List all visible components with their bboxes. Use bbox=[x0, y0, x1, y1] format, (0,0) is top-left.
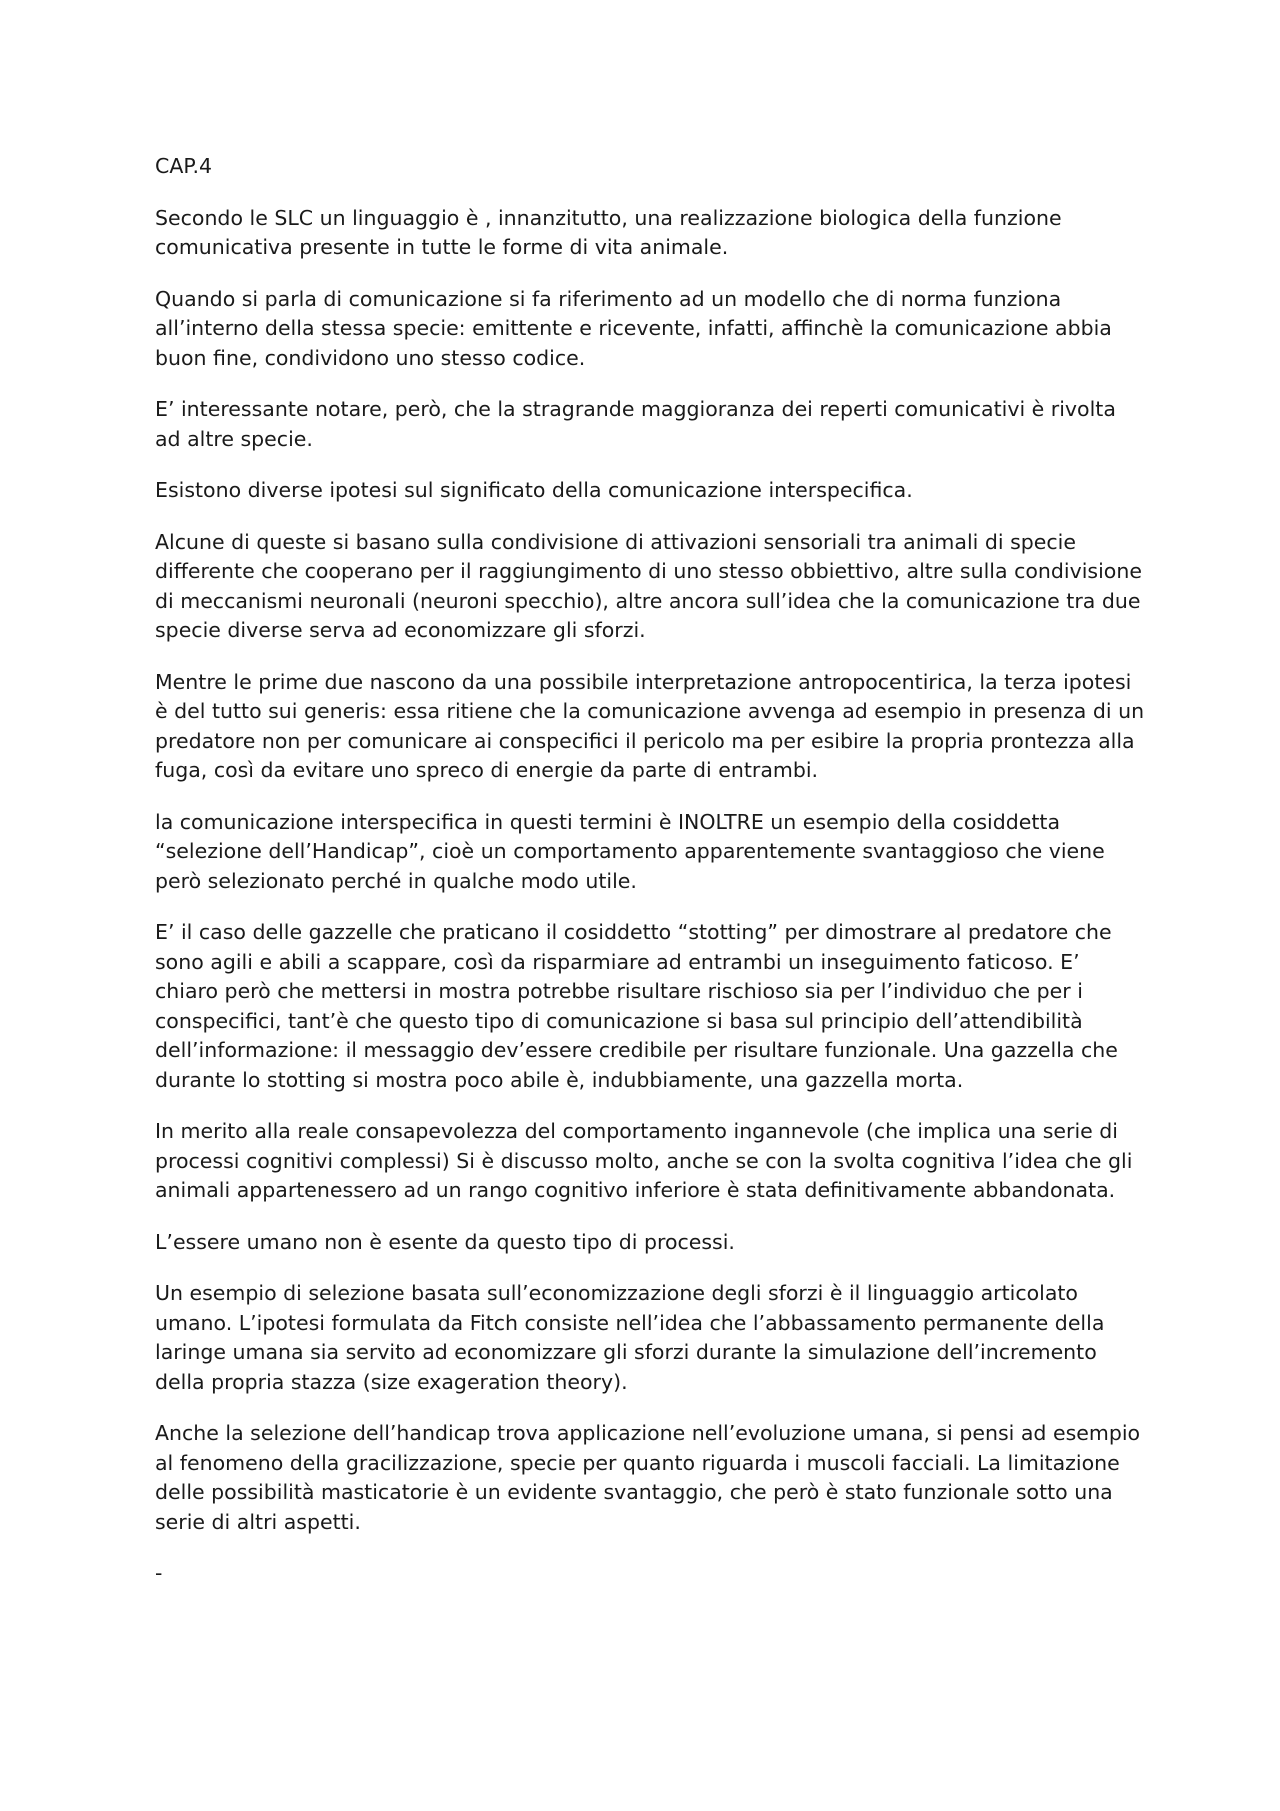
paragraph-2: Quando si parla di comunicazione si fa riferimento ad un modello che di norma funziona all’interno della stessa specie: emittente e ricevente, infatti, affinchè la comunicazione abbia buon fine, condividono uno stesso codice. bbox=[155, 286, 1112, 370]
paragraph-8: E’ il caso delle gazzelle che praticano il cosiddetto “stotting” per dimostrare al predatore che sono agili e abili a scappare, così da risparmiare ad entrambi un inseguimento faticoso. E’ chiaro però che mettersi in mostra potrebbe risultare rischioso sia per l’individuo che per i conspecifici, tant’è che questo tipo di comunicazione si basa sul principio dell’attendibilità dell’informazione: il messaggio dev’essere credibile per risultare funzionale. Una gazzella che durante lo stotting si mostra poco abile è, indubbiamente, una gazzella morta. bbox=[155, 920, 1118, 1092]
paragraph-11: Un esempio di selezione basata sull’economizzazione degli sforzi è il linguaggio articolato umano. L’ipotesi formulata da Fitch consiste nell’idea che l’abbassamento permanente della laringe umana sia servito ad economizzare gli sforzi durante la simulazione dell’incremento della propria stazza (size exageration theory). bbox=[155, 1281, 1105, 1394]
paragraph-10: L’essere umano non è esente da questo tipo di processi. bbox=[155, 1229, 735, 1254]
document-body bbox=[155, 152, 1145, 1589]
trailing-dash: - bbox=[155, 1561, 163, 1585]
paragraph-9: In merito alla reale consapevolezza del comportamento ingannevole (che implica una serie di processi cognitivi complessi) Si è discusso molto, anche se con la svolta cognitiva l’idea che gli animali appartenessero ad un rango cognitivo inferiore è stata definitivamente abbandonata. bbox=[155, 1119, 1133, 1202]
paragraph-12: Anche la selezione dell’handicap trova applicazione nell’evoluzione umana, si pensi ad esempio al fenomeno della gracilizzazione, specie per quanto riguarda i muscoli facciali. La limitazione delle possibilità masticatorie è un evidente svantaggio, che però è stato funzionale sotto una serie di altri aspetti. bbox=[155, 1421, 1141, 1534]
paragraph-6: Mentre le prime due nascono da una possibile interpretazione antropocentirica, la terza ipotesi è del tutto sui generis: essa ritiene che la comunicazione avvenga ad esempio in presenza di un predatore non per comunicare ai conspecifici il pericolo ma per esibire la propria prontezza alla fuga, così da evitare uno spreco di energie da parte di entrambi. bbox=[155, 669, 1145, 782]
paragraph-4: Esistono diverse ipotesi sul significato della comunicazione interspecifica. bbox=[155, 478, 913, 502]
paragraph-7: la comunicazione interspecifica in questi termini è INOLTRE un esempio della cosiddetta “selezione dell’Handicap”, cioè un comportamento apparentemente svantaggioso che viene però selezionato perché in qualche modo utile. bbox=[155, 809, 1105, 893]
paragraph-3: E’ interessante notare, però, che la stragrande maggioranza dei reperti comunicativi è rivolta ad altre specie. bbox=[155, 397, 1116, 451]
paragraph-1: Secondo le SLC un linguaggio è , innanzitutto, una realizzazione biologica della funzione comunicativa presente in tutte le forme di vita animale. bbox=[155, 205, 1062, 259]
paragraph-5: Alcune di queste si basano sulla condivisione di attivazioni sensoriali tra animali di specie differente che cooperano per il raggiungimento di uno stesso obbiettivo, altre sulla condivisione di meccanismi neuronali (neuroni specchio), altre ancora sull’idea che la comunicazione tra due specie diverse serva ad economizzare gli sforzi. bbox=[155, 529, 1142, 642]
chapter-heading: CAP.4 bbox=[155, 154, 213, 178]
